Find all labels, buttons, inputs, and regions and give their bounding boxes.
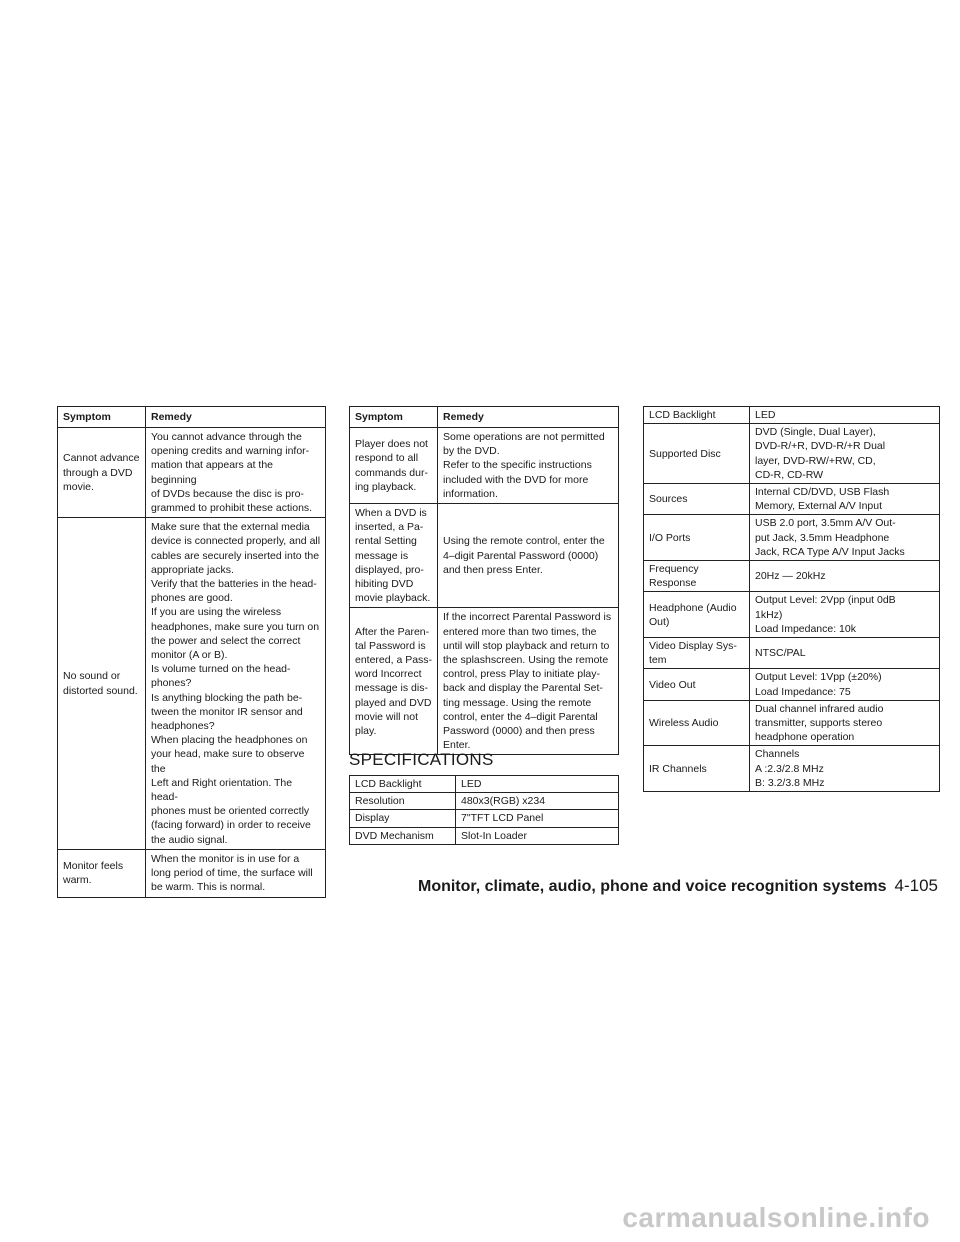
spec-value: Slot-In Loader (456, 827, 619, 844)
table-row (644, 561, 940, 592)
table-row (58, 849, 326, 897)
table-row (644, 638, 940, 669)
spec-label: Supported Disc (644, 424, 750, 484)
spec-value: LED (456, 776, 619, 793)
table-row (58, 428, 326, 518)
remedy-header: Remedy (146, 407, 326, 428)
table-row (350, 827, 619, 844)
table-header-row (350, 407, 619, 428)
symptom-cell: After the Paren- tal Password is entered, a Pass- word Incorrect message is dis- played and DVD movie will not play. (350, 608, 438, 755)
symptom-header: Symptom (58, 407, 146, 428)
symptom-cell: When a DVD is inserted, a Pa- rental Setting message is displayed, pro- hibiting DVD movie playback. (350, 504, 438, 608)
spec-label: Video Out (644, 669, 750, 700)
symptom-cell: No sound or distorted sound. (58, 518, 146, 850)
spec-value: 20Hz — 20kHz (750, 561, 940, 592)
spec-value: USB 2.0 port, 3.5mm A/V Out- put Jack, 3.5mm Headphone Jack, RCA Type A/V Input Jacks (750, 515, 940, 561)
table-header-row (58, 407, 326, 428)
section-title: Monitor, climate, audio, phone and voice recognition systems (417, 878, 887, 895)
remedy-header: Remedy (438, 407, 619, 428)
table-row (350, 504, 619, 608)
symptom-cell: Cannot advance through a DVD movie. (58, 428, 146, 518)
table-row (644, 407, 940, 424)
spec-label: I/O Ports (644, 515, 750, 561)
spec-value: LED (750, 407, 940, 424)
spec-label: Frequency Response (644, 561, 750, 592)
table-row (350, 428, 619, 504)
spec-label: IR Channels (644, 746, 750, 792)
table-row (350, 793, 619, 810)
specifications-table (349, 775, 619, 845)
spec-label: Headphone (Audio Out) (644, 592, 750, 638)
symptom-cell: Monitor feels warm. (58, 849, 146, 897)
spec-label: Display (350, 810, 456, 827)
spec-value: 7"TFT LCD Panel (456, 810, 619, 827)
specifications-table-continued (643, 406, 940, 792)
symptom-cell: Player does not respond to all commands dur- ing playback. (350, 428, 438, 504)
spec-value: DVD (Single, Dual Layer), DVD-R/+R, DVD-R/+R Dual layer, DVD-RW/+RW, CD, CD-R, CD-RW (750, 424, 940, 484)
spec-value: Output Level: 1Vpp (±20%) Load Impedance: 75 (750, 669, 940, 700)
spec-label: LCD Backlight (350, 776, 456, 793)
watermark: carmanualsonline.info (622, 1202, 930, 1233)
spec-value: NTSC/PAL (750, 638, 940, 669)
table-row (644, 746, 940, 792)
table-row (350, 776, 619, 793)
spec-label: Resolution (350, 793, 456, 810)
specifications-heading: SPECIFICATIONS (349, 750, 494, 769)
table-row (350, 810, 619, 827)
spec-label: Wireless Audio (644, 700, 750, 746)
spec-value: Output Level: 2Vpp (input 0dB 1kHz) Load Impedance: 10k (750, 592, 940, 638)
spec-label: Sources (644, 484, 750, 515)
table-row (58, 518, 326, 850)
spec-value: Channels A :2.3/2.8 MHz B: 3.2/3.8 MHz (750, 746, 940, 792)
remedy-cell: Using the remote control, enter the 4–digit Parental Password (0000) and then press Enter. (438, 504, 619, 608)
page-footer (418, 876, 938, 896)
spec-label: LCD Backlight (644, 407, 750, 424)
remedy-cell: When the monitor is in use for a long period of time, the surface will be warm. This is normal. (146, 849, 326, 897)
table-row (644, 484, 940, 515)
page-number: 4-105 (894, 876, 938, 895)
table-row (644, 424, 940, 484)
remedy-cell: You cannot advance through the opening credits and warning infor- mation that appears at the beginning of DVDs because the disc is pro- grammed to prohibit these actions. (146, 428, 326, 518)
table-row (350, 608, 619, 755)
spec-label: Video Display Sys- tem (644, 638, 750, 669)
remedy-cell: If the incorrect Parental Password is entered more than two times, the until will stop playback and return to the splashscreen. Using the remote control, press Play to initiate play- back and display the Parental Set- ting message. Using the remote control, enter the 4–digit Parental Password (0000) and then press Enter. (438, 608, 619, 755)
remedy-cell: Make sure that the external media device is connected properly, and all cables are securely inserted into the appropriate jacks. Verify that the batteries in the head- phones are good. If you are using the wireless headphones, make sure you turn on the power and select the correct monitor (A or B). Is volume turned on the head- phones? Is anything blocking the path be- tween the monitor IR sensor and headphones? When placing the headphones on your head, make sure to observe the Left and Right orientation. The head- phones must be oriented correctly (facing forward) in order to receive the audio signal. (146, 518, 326, 850)
spec-value: 480x3(RGB) x234 (456, 793, 619, 810)
spec-label: DVD Mechanism (350, 827, 456, 844)
table-row (644, 515, 940, 561)
spec-value: Internal CD/DVD, USB Flash Memory, External A/V Input (750, 484, 940, 515)
symptom-header: Symptom (350, 407, 438, 428)
remedy-cell: Some operations are not permitted by the DVD. Refer to the specific instructions included with the DVD for more information. (438, 428, 619, 504)
spec-value: Dual channel infrared audio transmitter, supports stereo headphone operation (750, 700, 940, 746)
table-row (644, 592, 940, 638)
table-row (644, 669, 940, 700)
troubleshooting-table-2 (349, 406, 619, 755)
table-row (644, 700, 940, 746)
troubleshooting-table-1 (57, 406, 326, 898)
